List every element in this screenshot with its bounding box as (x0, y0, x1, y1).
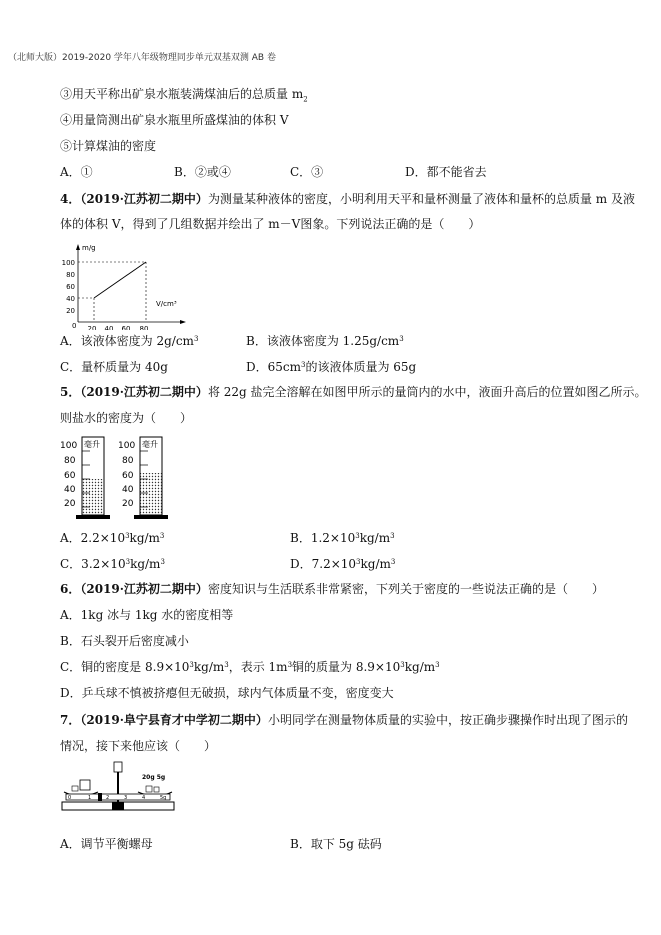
q4-stem-2: 体的体积 V，得到了几组数据并绘出了 m－V图象。下列说法正确的是（ ） (60, 217, 481, 231)
svg-text:4: 4 (142, 795, 146, 801)
q5-stem-1: 5．（2019·江苏初二期中）将 22g 盐完全溶解在如图甲所示的量筒内的水中，液面升高后的位置如图乙所示。 (60, 385, 647, 399)
q4-xtick: 80 (139, 325, 149, 330)
svg-text:5g: 5g (160, 795, 167, 801)
q4-ytick: 80 (66, 271, 75, 279)
q4-xtick: 20 (87, 325, 97, 330)
q7-option-a: A．调节平衡螺母 (60, 837, 153, 851)
svg-text:60: 60 (64, 471, 76, 481)
svg-text:80: 80 (122, 456, 134, 466)
q4-option-b: B．该液体密度为 $1.25g/cm^3$ (246, 334, 404, 348)
q3-option-a: A．① (60, 165, 93, 179)
q6-option-d: D．乒乓球不慎被挤瘪但无破损，球内气体质量不变，密度变大 (60, 686, 394, 700)
q3-option-c: C．③ (290, 165, 324, 179)
q4-ytick: 100 (61, 259, 75, 267)
svg-text:40: 40 (64, 485, 76, 495)
q4-xtick: 40 (104, 325, 114, 330)
q4-x-label: V/cm³ (156, 300, 177, 308)
svg-text:0: 0 (68, 795, 72, 801)
q6-option-c: C．铜的密度是 $8.9\times 10^3kg/m^3$，表示 $1m^3$铜的质量为 $8.9\times 10^3kg/m^3$ (60, 660, 440, 674)
q4-ytick: 60 (66, 283, 75, 291)
q4-xtick: 60 (121, 325, 131, 330)
svg-text:100: 100 (118, 441, 136, 451)
svg-text:80: 80 (64, 456, 76, 466)
q5-option-d: D．$7.2\times 10^3kg/m^3$ (290, 557, 396, 571)
svg-text:60: 60 (122, 471, 134, 481)
q7-weights-label: 20g 5g (142, 774, 166, 781)
q3-option-b: B．②或④ (174, 165, 231, 179)
q7-option-b: B．取下 5g 砝码 (290, 837, 382, 851)
q5-cylinders (58, 433, 188, 521)
q7-stem-2: 情况，接下来他应该（ ） (60, 739, 217, 753)
svg-text:3: 3 (124, 795, 128, 801)
svg-text:40: 40 (122, 485, 134, 495)
svg-text:毫升: 毫升 (84, 440, 100, 449)
q5-option-a: A．$2.2\times 10^3kg/m^3$ (60, 531, 165, 545)
q4-ytick: 20 (66, 307, 75, 315)
q7-balance (58, 760, 178, 814)
q4-stem-1: 4．（2019·江苏初二期中）为测量某种液体的密度，小明利用天平和量杯测量了液体和量杯的总质量 m 及液 (60, 192, 635, 206)
step-4: ④用量筒测出矿泉水瓶里所盛煤油的体积 V (60, 113, 289, 127)
q6-option-b: B．石头裂开后密度减小 (60, 634, 189, 648)
q5-stem-2: 则盐水的密度为（ ） (60, 411, 193, 425)
cylinder-jia (60, 437, 110, 519)
q4-xtick: 0 (72, 322, 77, 330)
svg-text:2: 2 (106, 795, 110, 801)
q5-option-c: C．$3.2\times 10^3kg/m^3$ (60, 557, 165, 571)
q4-option-d: D．$65cm^3$的该液体质量为 65g (246, 360, 417, 374)
svg-text:毫升: 毫升 (142, 440, 158, 449)
svg-text:1: 1 (88, 795, 92, 801)
step-3: ③用天平称出矿泉水瓶装满煤油后的总质量 $m_2$ (60, 87, 308, 104)
page-header: （北师大版）2019-2020 学年八年级物理同步单元双基双测 AB 卷 (8, 53, 276, 63)
q4-ytick: 40 (66, 295, 75, 303)
q4-option-c: C．量杯质量为 40g (60, 360, 168, 374)
q4-mv-graph (58, 240, 188, 330)
svg-text:20: 20 (64, 499, 76, 509)
q6-stem: 6．（2019·江苏初二期中）密度知识与生活联系非常紧密，下列关于密度的一些说法正确的是（ ） (60, 582, 604, 596)
cylinder-yi (118, 437, 168, 519)
svg-text:100: 100 (60, 441, 78, 451)
q4-option-a: A．该液体密度为 $2g/cm^3$ (60, 334, 199, 348)
q6-option-a: A．1kg 冰与 1kg 水的密度相等 (60, 608, 234, 622)
q4-y-label: m/g (82, 244, 96, 252)
svg-text:20: 20 (122, 499, 134, 509)
q4-graph-line (94, 262, 146, 298)
step-5: ⑤计算煤油的密度 (60, 139, 157, 153)
q7-stem-1: 7．（2019·阜宁县育才中学初二期中）小明同学在测量物体质量的实验中，按正确步骤操作时出现了图示的 (60, 713, 628, 727)
q5-option-b: B．$1.2\times 10^3kg/m^3$ (290, 531, 395, 545)
q3-option-d: D．都不能省去 (405, 165, 487, 179)
